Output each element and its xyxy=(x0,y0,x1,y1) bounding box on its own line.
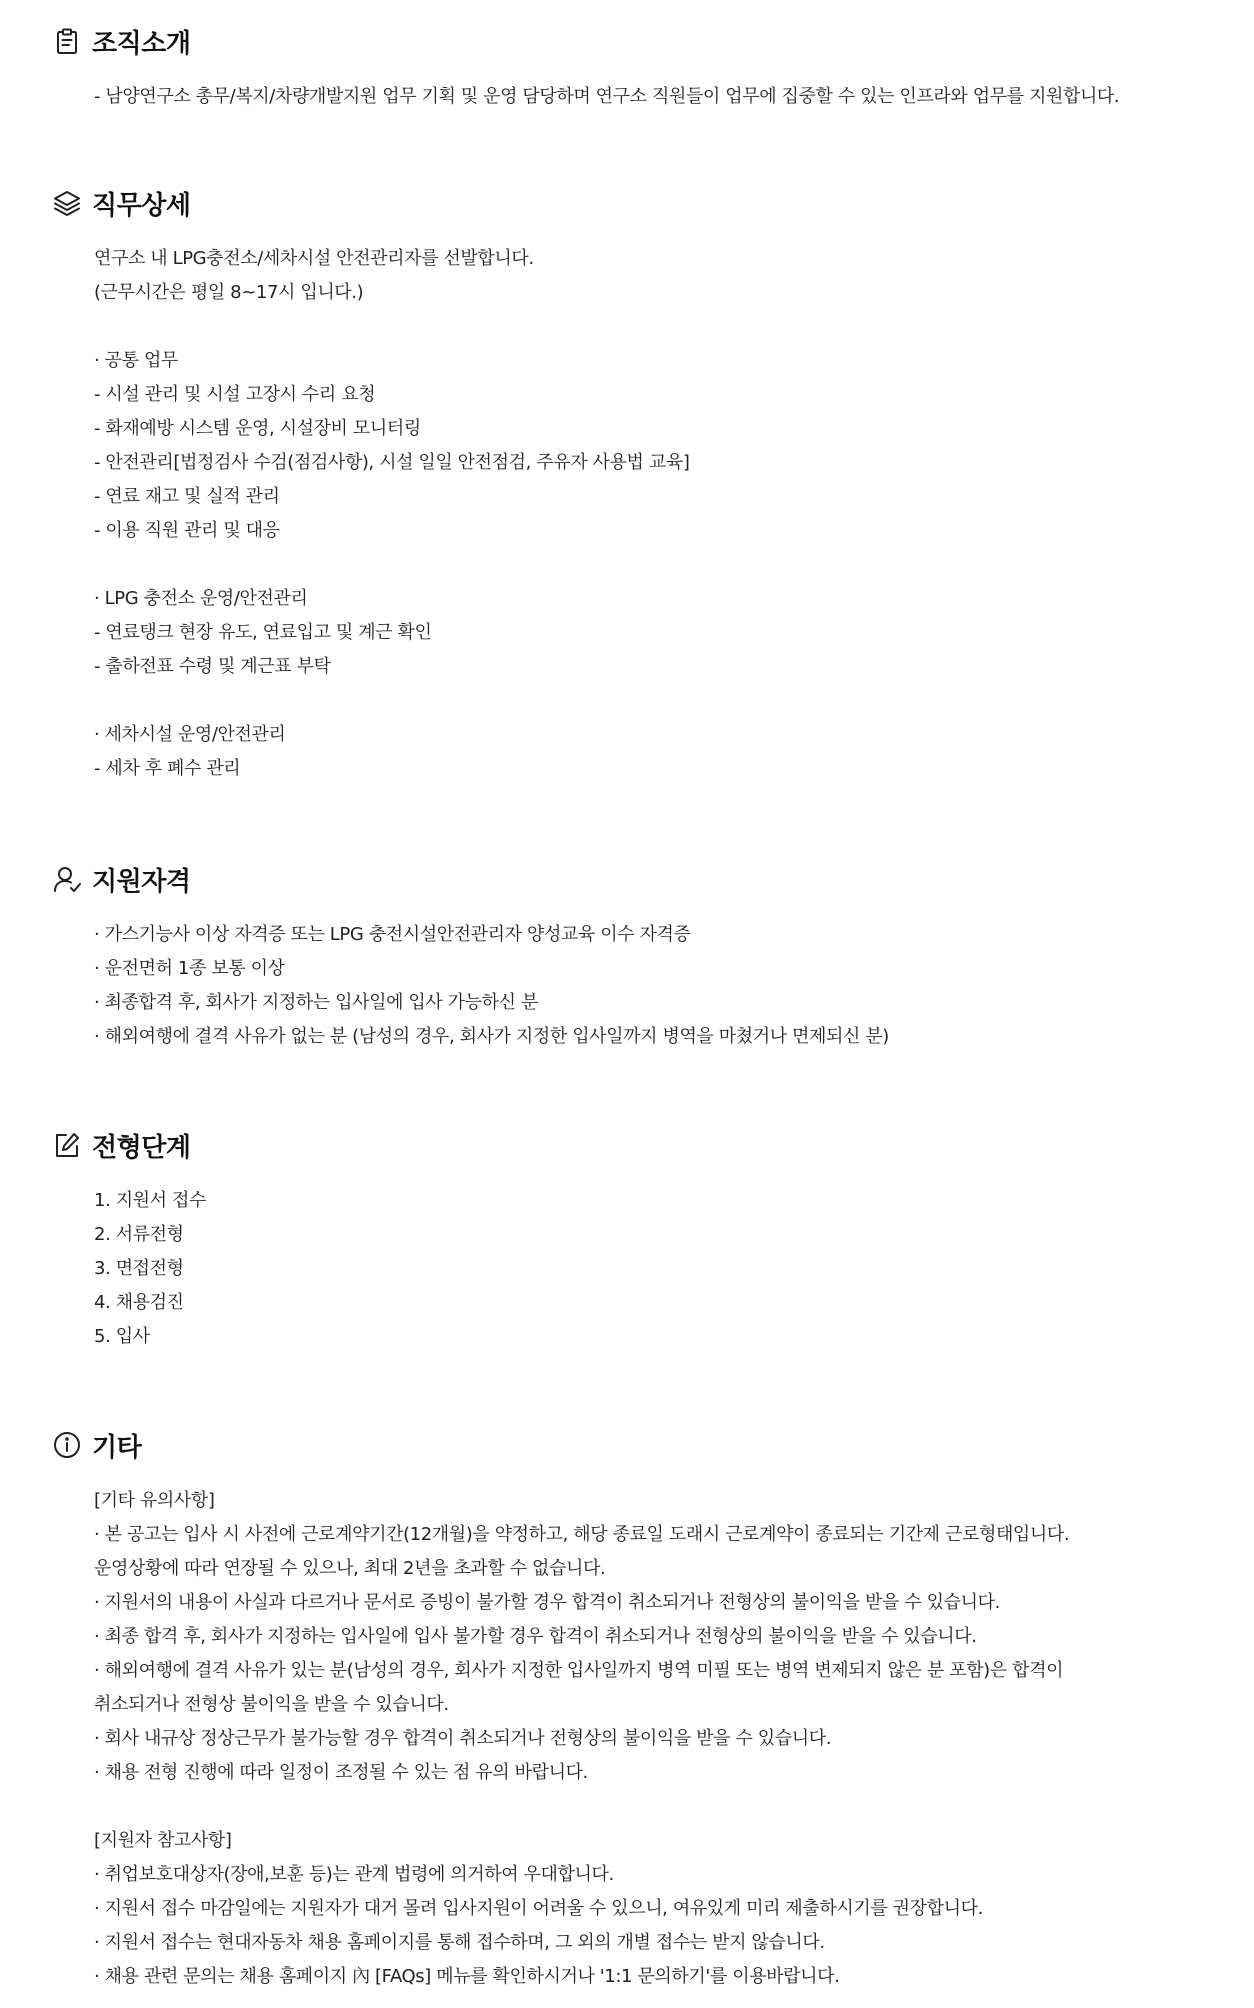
text-line: · 가스기능사 이상 자격증 또는 LPG 충전시설안전관리자 양성교육 이수 자격증 xyxy=(94,924,691,945)
text-line: · 해외여행에 결격 사유가 있는 분(남성의 경우, 회사가 지정한 입사일까지 병역 미필 또는 병역 변제되지 않은 분 포함)은 합격이 xyxy=(94,1660,1064,1681)
section-process-header xyxy=(52,1128,190,1162)
text-line: - 이용 직원 관리 및 대응 xyxy=(94,520,280,541)
text-line: · 최종합격 후, 회사가 지정하는 입사일에 입사 가능하신 분 xyxy=(94,992,538,1013)
text-line: · 공통 업무 xyxy=(94,350,178,371)
section-org-header xyxy=(52,24,190,58)
section-org-content xyxy=(94,80,1119,114)
text-line: 연구소 내 LPG충전소/세차시설 안전관리자를 선발합니다. xyxy=(94,248,534,269)
text-line: · 취업보호대상자(장애,보훈 등)는 관계 법령에 의거하여 우대합니다. xyxy=(94,1864,614,1885)
section-duty-header xyxy=(52,186,190,220)
text-line: · 세차시설 운영/안전관리 xyxy=(94,724,286,745)
edit-icon xyxy=(52,1130,82,1160)
text-line: - 화재예방 시스템 운영, 시설장비 모니터링 xyxy=(94,418,421,439)
text-line: - 연료탱크 현장 유도, 연료입고 및 계근 확인 xyxy=(94,622,432,643)
text-line: (근무시간은 평일 8~17시 입니다.) xyxy=(94,282,364,303)
text-line: - 안전관리[법정검사 수검(점검사항), 시설 일일 안전점검, 주유자 사용법 교육] xyxy=(94,452,690,473)
clipboard-icon xyxy=(52,26,82,56)
section-etc-title: 기타 xyxy=(92,1432,142,1463)
line-spacer xyxy=(94,310,689,344)
line-spacer xyxy=(94,1790,1069,1824)
text-line: 운영상황에 따라 연장될 수 있으나, 최대 2년을 초과할 수 없습니다. xyxy=(94,1558,606,1579)
text-line: · 본 공고는 입사 시 사전에 근로계약기간(12개월)을 약정하고, 해당 종료일 도래시 근로계약이 종료되는 기간제 근로형태입니다. xyxy=(94,1524,1070,1545)
section-org-title: 조직소개 xyxy=(92,28,191,59)
section-qual-content xyxy=(94,918,889,1054)
text-line: 2. 서류전형 xyxy=(94,1224,184,1245)
text-line: 취소되거나 전형상 불이익을 받을 수 있습니다. xyxy=(94,1694,449,1715)
text-line: · 지원서 접수는 현대자동차 채용 홈페이지를 통해 접수하며, 그 외의 개별 접수는 받지 않습니다. xyxy=(94,1932,825,1953)
section-etc-content xyxy=(94,1484,1069,1994)
text-line: - 연료 재고 및 실적 관리 xyxy=(94,486,280,507)
section-qual-header xyxy=(52,862,190,896)
text-line: · 운전면허 1종 보통 이상 xyxy=(94,958,285,979)
text-line: - 출하전표 수령 및 계근표 부탁 xyxy=(94,656,331,677)
info-icon xyxy=(52,1430,82,1460)
text-line: · 회사 내규상 정상근무가 불가능할 경우 합격이 취소되거나 전형상의 불이익을 받을 수 있습니다. xyxy=(94,1728,832,1749)
text-line: - 세차 후 폐수 관리 xyxy=(94,758,241,779)
section-duty-content xyxy=(94,242,689,786)
text-line: 5. 입사 xyxy=(94,1326,150,1347)
text-line: · 해외여행에 결격 사유가 없는 분 (남성의 경우, 회사가 지정한 입사일까지 병역을 마쳤거나 면제되신 분) xyxy=(94,1026,889,1047)
text-line: · LPG 충전소 운영/안전관리 xyxy=(94,588,308,609)
text-line: · 채용 전형 진행에 따라 일정이 조정될 수 있는 점 유의 바랍니다. xyxy=(94,1762,588,1783)
section-process-content xyxy=(94,1184,206,1354)
text-line: · 최종 합격 후, 회사가 지정하는 입사일에 입사 불가할 경우 합격이 취소되거나 전형상의 불이익을 받을 수 있습니다. xyxy=(94,1626,977,1647)
text-line: · 지원서의 내용이 사실과 다르거나 문서로 증빙이 불가할 경우 합격이 취소되거나 전형상의 불이익을 받을 수 있습니다. xyxy=(94,1592,1000,1613)
text-line: [지원자 참고사항] xyxy=(94,1830,232,1851)
text-line: 1. 지원서 접수 xyxy=(94,1190,206,1211)
text-line: [기타 유의사항] xyxy=(94,1490,215,1511)
section-qual-title: 지원자격 xyxy=(92,866,191,897)
text-line: - 남양연구소 총무/복지/차량개발지원 업무 기획 및 운영 담당하며 연구소 직원들이 업무에 집중할 수 있는 인프라와 업무를 지원합니다. xyxy=(94,86,1120,107)
user-check-icon xyxy=(52,864,82,894)
section-duty-title: 직무상세 xyxy=(92,190,191,221)
layers-icon xyxy=(52,188,82,218)
text-line: · 채용 관련 문의는 채용 홈페이지 內 [FAQs] 메뉴를 확인하시거나 '1:1 문의하기'를 이용바랍니다. xyxy=(94,1966,840,1987)
text-line: 3. 면접전형 xyxy=(94,1258,184,1279)
line-spacer xyxy=(94,548,689,582)
section-etc-header xyxy=(52,1428,141,1462)
text-line: - 시설 관리 및 시설 고장시 수리 요청 xyxy=(94,384,376,405)
section-process-title: 전형단계 xyxy=(92,1132,191,1163)
text-line: 4. 채용검진 xyxy=(94,1292,184,1313)
line-spacer xyxy=(94,684,689,718)
text-line: · 지원서 접수 마감일에는 지원자가 대거 몰려 입사지원이 어려울 수 있으니, 여유있게 미리 제출하시기를 권장합니다. xyxy=(94,1898,983,1919)
